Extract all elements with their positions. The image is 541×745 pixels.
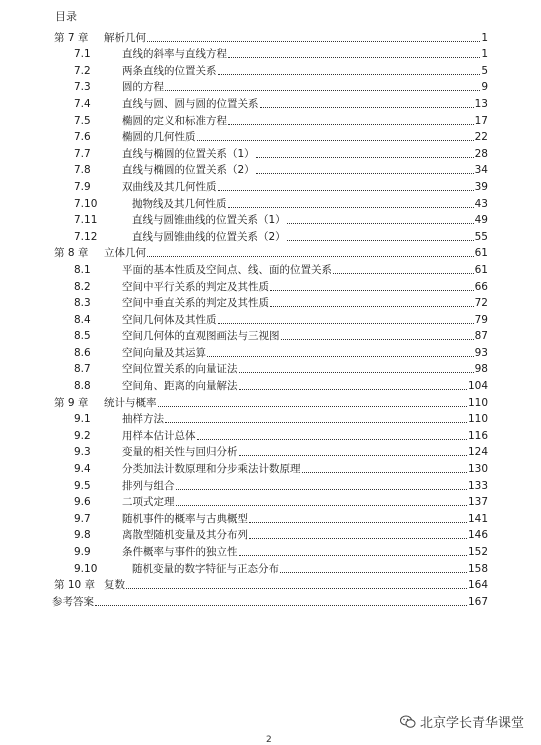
toc-entry[interactable] <box>52 260 488 277</box>
toc-entry-number: 8.4 <box>74 313 91 326</box>
toc-entry[interactable] <box>52 343 488 360</box>
toc-entry[interactable] <box>52 376 488 393</box>
toc-entry-title: 椭圆的几何性质 <box>122 131 196 144</box>
toc-entry-number: 9.8 <box>74 529 91 542</box>
toc-list <box>52 28 488 609</box>
toc-entry-page: 1 <box>481 31 488 44</box>
toc-chapter-entry[interactable] <box>52 576 488 593</box>
toc-entry-title: 双曲线及其几何性质 <box>122 180 217 193</box>
toc-entry[interactable] <box>52 509 488 526</box>
toc-entry-title: 直线的斜率与直线方程 <box>122 48 227 61</box>
toc-entry-number: 8.1 <box>74 263 91 276</box>
toc-entry[interactable] <box>52 78 488 95</box>
toc-entry-page: 130 <box>467 463 488 476</box>
watermark <box>400 712 524 731</box>
toc-entry-number: 8.8 <box>74 380 91 393</box>
toc-entry-number: 9.1 <box>74 413 91 426</box>
toc-entry-title: 直线与椭圆的位置关系（2） <box>122 164 255 177</box>
toc-entry-title: 椭圆的定义和标准方程 <box>122 114 227 127</box>
toc-entry-number: 7.11 <box>74 214 98 227</box>
dot-leader <box>228 207 474 208</box>
toc-entry[interactable] <box>52 111 488 128</box>
toc-entry-number: 8.7 <box>74 363 91 376</box>
toc-entry-page: 34 <box>474 164 488 177</box>
toc-entry-number: 8.2 <box>74 280 91 293</box>
toc-entry-number: 9.7 <box>74 512 91 525</box>
toc-entry-title: 条件概率与事件的独立性 <box>122 546 238 558</box>
toc-entry[interactable] <box>52 476 488 493</box>
dot-leader <box>228 57 480 58</box>
toc-entry-number: 9.6 <box>74 496 91 509</box>
toc-entry[interactable] <box>52 294 488 311</box>
toc-entry-number: 第 7 章 <box>54 31 89 44</box>
toc-entry-number: 9.3 <box>74 446 91 459</box>
toc-entry-page: 110 <box>467 413 488 426</box>
toc-entry-title: 变量的相关性与回归分析 <box>122 446 238 459</box>
toc-entry[interactable] <box>52 211 488 228</box>
toc-entry[interactable] <box>52 327 488 344</box>
dot-leader <box>260 107 474 108</box>
dot-leader <box>176 505 467 506</box>
toc-entry[interactable] <box>52 144 488 161</box>
dot-leader <box>302 472 467 473</box>
toc-entry-page: 133 <box>467 479 488 492</box>
toc-entry[interactable] <box>52 426 488 443</box>
toc-entry-page: 72 <box>474 297 488 310</box>
toc-entry-number: 9.2 <box>74 429 91 442</box>
toc-entry-page: 146 <box>467 529 488 542</box>
toc-entry-number: 9.10 <box>74 562 98 575</box>
toc-entry-title: 分类加法计数原理和分步乘法计数原理 <box>122 463 301 476</box>
toc-entry-number: 9.9 <box>74 546 91 558</box>
toc-entry-page: 13 <box>474 97 488 110</box>
dot-leader <box>280 572 467 573</box>
toc-entry[interactable] <box>52 310 488 327</box>
toc-entry[interactable] <box>52 559 488 576</box>
toc-entry-page: 87 <box>474 330 488 343</box>
toc-entry-number: 7.9 <box>74 180 91 193</box>
toc-entry[interactable] <box>52 592 488 609</box>
dot-leader <box>239 389 467 390</box>
toc-entry-title: 复数 <box>104 579 125 592</box>
toc-entry-page: 164 <box>467 579 488 592</box>
dot-leader <box>197 439 467 440</box>
toc-entry-page: 9 <box>481 81 488 94</box>
toc-entry-page: 39 <box>474 180 488 193</box>
toc-entry-title: 排列与组合 <box>122 479 175 492</box>
toc-entry[interactable] <box>52 360 488 377</box>
dot-leader <box>95 605 467 606</box>
toc-entry-page: 158 <box>467 562 488 575</box>
wechat-icon <box>400 715 416 729</box>
toc-entry-number: 第 10 章 <box>54 579 96 592</box>
toc-entry-number: 第 8 章 <box>54 247 89 260</box>
dot-leader <box>249 522 467 523</box>
toc-title: 目录 <box>55 10 77 23</box>
dot-leader <box>239 555 467 556</box>
toc-entry-number: 7.12 <box>74 230 98 243</box>
toc-entry-title: 解析几何 <box>104 31 146 44</box>
toc-entry-title: 空间位置关系的向量证法 <box>122 363 238 376</box>
dot-leader <box>287 240 474 241</box>
toc-entry[interactable] <box>52 194 488 211</box>
dot-leader <box>197 140 474 141</box>
toc-entry-title: 随机事件的概率与古典概型 <box>122 512 248 525</box>
toc-entry-title: 空间向量及其运算 <box>122 346 206 359</box>
toc-entry[interactable] <box>52 177 488 194</box>
toc-entry-page: 49 <box>474 214 488 227</box>
toc-entry-page: 98 <box>474 363 488 376</box>
dot-leader <box>228 124 474 125</box>
toc-entry-title: 空间几何体的直观图画法与三视图 <box>122 330 280 343</box>
toc-entry-number: 9.4 <box>74 463 91 476</box>
toc-entry-title: 直线与椭圆的位置关系（1） <box>122 147 255 160</box>
toc-entry-page: 61 <box>474 263 488 276</box>
toc-entry-page: 93 <box>474 346 488 359</box>
toc-entry-number: 8.3 <box>74 297 91 310</box>
toc-entry-page: 5 <box>481 64 488 77</box>
dot-leader <box>147 256 474 257</box>
toc-entry-number: 7.5 <box>74 114 91 127</box>
dot-leader <box>218 190 474 191</box>
toc-entry-number: 7.3 <box>74 81 91 94</box>
toc-entry-page: 167 <box>467 595 488 608</box>
toc-entry-number: 7.8 <box>74 164 91 177</box>
toc-entry[interactable] <box>52 227 488 244</box>
toc-entry-page: 141 <box>467 512 488 525</box>
page-number: 2 <box>266 735 272 745</box>
toc-entry-title: 随机变量的数字特征与正态分布 <box>132 562 279 575</box>
dot-leader <box>147 41 480 42</box>
dot-leader <box>126 588 467 589</box>
toc-entry-number: 7.1 <box>74 48 91 61</box>
toc-entry-page: 43 <box>474 197 488 210</box>
toc-entry-title: 参考答案 <box>52 595 94 608</box>
toc-entry[interactable] <box>52 443 488 460</box>
toc-entry-number: 8.6 <box>74 346 91 359</box>
toc-entry-title: 统计与概率 <box>104 396 157 409</box>
toc-chapter-entry[interactable] <box>52 244 488 261</box>
toc-entry[interactable] <box>52 61 488 78</box>
toc-entry-page: 66 <box>474 280 488 293</box>
dot-leader <box>176 489 467 490</box>
toc-entry-title: 空间角、距离的向量解法 <box>122 380 238 393</box>
toc-entry-title: 圆的方程 <box>122 81 164 94</box>
watermark-text: 北京学长青华课堂 <box>420 716 525 731</box>
toc-entry-title: 抛物线及其几何性质 <box>132 197 227 210</box>
toc-entry-title: 立体几何 <box>104 247 146 260</box>
toc-entry[interactable] <box>52 161 488 178</box>
toc-chapter-entry[interactable] <box>52 393 488 410</box>
toc-entry-title: 用样本估计总体 <box>122 429 196 442</box>
toc-entry-number: 7.2 <box>74 64 91 77</box>
dot-leader <box>158 406 467 407</box>
dot-leader <box>270 290 474 291</box>
toc-entry-title: 空间中垂直关系的判定及其性质 <box>122 297 269 310</box>
dot-leader <box>218 323 474 324</box>
toc-entry[interactable] <box>52 128 488 145</box>
toc-entry-title: 平面的基本性质及空间点、线、面的位置关系 <box>122 263 332 276</box>
dot-leader <box>218 74 481 75</box>
toc-entry-title: 直线与圆锥曲线的位置关系（1） <box>132 214 286 227</box>
toc-entry-page: 152 <box>467 546 488 558</box>
dot-leader <box>256 173 474 174</box>
toc-entry-number: 7.4 <box>74 97 91 110</box>
toc-entry-number: 7.6 <box>74 131 91 144</box>
toc-entry-page: 61 <box>474 247 488 260</box>
toc-entry-page: 116 <box>467 429 488 442</box>
dot-leader <box>207 356 474 357</box>
toc-entry-number: 9.5 <box>74 479 91 492</box>
toc-entry-page: 22 <box>474 131 488 144</box>
dot-leader <box>333 273 474 274</box>
dot-leader <box>165 90 480 91</box>
toc-entry[interactable] <box>52 277 488 294</box>
toc-entry-number: 7.7 <box>74 147 91 160</box>
dot-leader <box>256 157 474 158</box>
toc-entry-page: 17 <box>474 114 488 127</box>
toc-entry-title: 空间中平行关系的判定及其性质 <box>122 280 269 293</box>
dot-leader <box>249 538 467 539</box>
toc-entry-page: 110 <box>467 396 488 409</box>
toc-entry[interactable] <box>52 45 488 62</box>
toc-entry-page: 124 <box>467 446 488 459</box>
toc-entry-title: 空间几何体及其性质 <box>122 313 217 326</box>
toc-entry[interactable] <box>52 542 488 559</box>
toc-entry[interactable] <box>52 459 488 476</box>
dot-leader <box>239 372 474 373</box>
toc-entry-title: 直线与圆锥曲线的位置关系（2） <box>132 230 286 243</box>
toc-entry-title: 两条直线的位置关系 <box>122 64 217 77</box>
toc-entry-title: 离散型随机变量及其分布列 <box>122 529 248 542</box>
toc-entry[interactable] <box>52 493 488 510</box>
toc-entry[interactable] <box>52 526 488 543</box>
toc-entry-page: 28 <box>474 147 488 160</box>
toc-entry[interactable] <box>52 94 488 111</box>
toc-entry-page: 137 <box>467 496 488 509</box>
toc-entry-title: 抽样方法 <box>122 413 164 426</box>
toc-entry-page: 104 <box>467 380 488 393</box>
dot-leader <box>287 223 474 224</box>
dot-leader <box>270 306 474 307</box>
dot-leader <box>281 339 474 340</box>
toc-entry-page: 55 <box>474 230 488 243</box>
toc-entry-page: 79 <box>474 313 488 326</box>
toc-entry-title: 直线与圆、圆与圆的位置关系 <box>122 97 259 110</box>
dot-leader <box>165 422 467 423</box>
toc-entry-number: 8.5 <box>74 330 91 343</box>
toc-entry-title: 二项式定理 <box>122 496 175 509</box>
toc-entry-number: 7.10 <box>74 197 98 210</box>
toc-entry-number: 第 9 章 <box>54 396 89 409</box>
dot-leader <box>239 455 467 456</box>
toc-chapter-entry[interactable] <box>52 28 488 45</box>
toc-entry[interactable] <box>52 410 488 427</box>
toc-entry-page: 1 <box>481 48 488 61</box>
